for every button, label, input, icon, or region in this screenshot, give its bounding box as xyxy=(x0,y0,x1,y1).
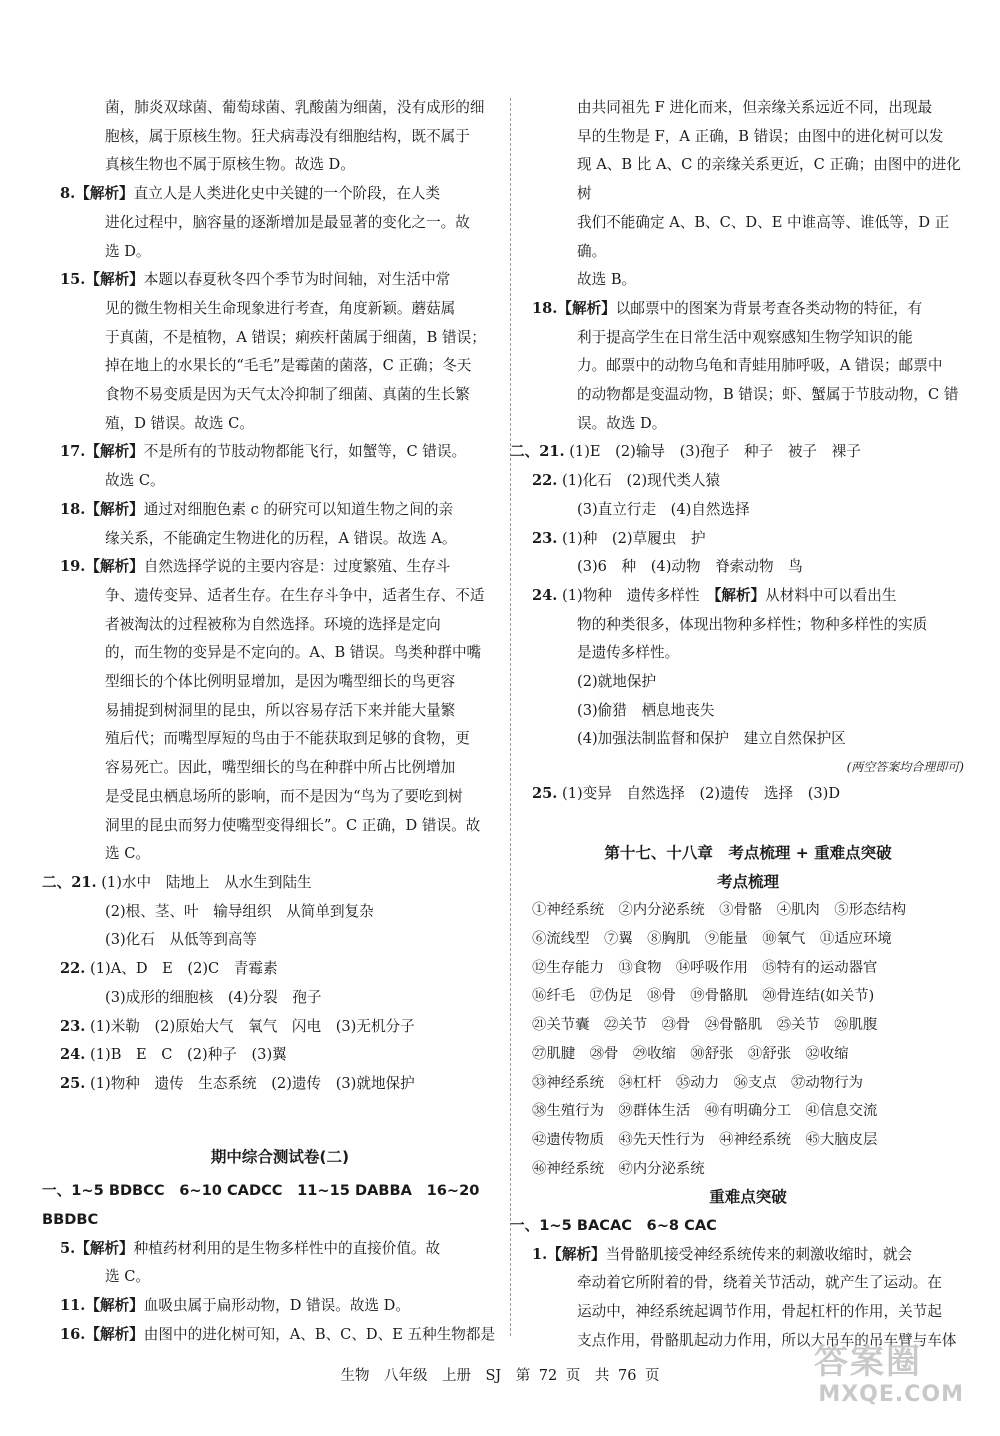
section-2-answers xyxy=(510,438,964,808)
text-line: 型细长的个体比例明显增加，是因为嘴型细长的鸟更容 xyxy=(105,673,456,691)
answer-line: (3)成形的细胞核 (4)分裂 孢子 xyxy=(105,988,322,1006)
text-line: 早的生物是 F，A 正确，B 错误；由图中的进化树可以发 xyxy=(577,127,944,145)
answer-line: (3)化石 从低等到高等 xyxy=(105,931,258,949)
text-line: 物的种类很多，体现出物种多样性；物种多样性的实质 xyxy=(577,615,928,633)
text-line: 缘关系，不能确定生物进化的历程，A 错误。故选 A。 xyxy=(105,529,457,547)
explanation-tag: 【解析】 xyxy=(85,1325,144,1343)
question-number: 25. xyxy=(532,785,558,803)
exam-question-11-explanation xyxy=(60,1292,500,1321)
text-line: 种植药材利用的是生物多样性中的直接价值。故 xyxy=(133,1239,441,1257)
answer-line: (1)变异 自然选择 (2)遗传 选择 (3)D xyxy=(562,785,841,803)
site-watermark-logo xyxy=(814,1342,964,1422)
key-point-row: ㊳生殖行为 ㊴群体生活 ㊵有明确分工 ㊶信息交流 xyxy=(532,1103,878,1120)
text-line: 当骨骼肌接受神经系统传来的刺激收缩时，就会 xyxy=(605,1245,913,1263)
question-number: 19. xyxy=(60,558,86,576)
key-points-list xyxy=(510,896,964,1183)
question-number: 22. xyxy=(532,472,558,490)
section-1-answers xyxy=(42,1177,500,1234)
multiple-choice-answers: 1~5 BDBCC 6~10 CADCC 11~15 DABBA 16~20 BBDBC xyxy=(42,1182,480,1229)
explanation-tag: 【解析】 xyxy=(714,586,766,604)
explanation-tag: 【解析】 xyxy=(75,185,134,203)
section-label: 一、 xyxy=(510,1217,540,1235)
key-point-row: ㊷遗传物质 ㊸先天性行为 ㊹神经系统 ㊺大脑皮层 xyxy=(532,1131,878,1148)
exam-title: 期中综合测试卷(二) xyxy=(210,1147,350,1166)
text-line: 洞里的昆虫而努力使嘴型变得细长”。C 正确，D 错误。故 xyxy=(105,816,481,834)
explanation-tag: 【解析】 xyxy=(85,271,144,289)
answer-line: (2)就地保护 xyxy=(577,673,657,691)
text-line: 故选 B。 xyxy=(577,271,637,289)
answer-note: (两空答案均合理即可) xyxy=(846,760,964,775)
text-line: 我们不能确定 A、B、C、D、E 中谁高等、谁低等，D 正确。 xyxy=(577,213,950,260)
text-line: 牵动着它所附着的骨，绕着关节活动，就产生了运动。在 xyxy=(577,1274,942,1292)
text-line: 菌，肺炎双球菌、葡萄球菌、乳酸菌为细菌，没有成形的细 xyxy=(105,99,485,116)
text-line: 容易死亡。因此，嘴型细长的鸟在种群中所占比例增加 xyxy=(105,759,456,777)
question-18-explanation xyxy=(60,496,500,553)
explanation-tag: 【解析】 xyxy=(557,299,616,317)
text-line: 的动物都是变温动物，B 错误；虾、蟹属于节肢动物，C 错 xyxy=(577,386,959,404)
question-number: 21. xyxy=(539,443,565,461)
question-15-explanation xyxy=(60,266,500,438)
question-24-answer xyxy=(510,582,964,611)
answer-line: (1)化石 (2)现代类人猿 xyxy=(562,472,721,490)
answer-line: (3)偷猎 栖息地丧失 xyxy=(577,701,715,719)
exam-question-16-explanation xyxy=(60,1321,500,1350)
explanation-tag: 【解析】 xyxy=(547,1245,606,1263)
text-line: 自然选择学说的主要内容是：过度繁殖、生存斗 xyxy=(143,558,451,576)
text-line: 是受昆虫栖息场所的影响，而不是因为“鸟为了要吃到树 xyxy=(105,787,463,805)
question-17-explanation xyxy=(60,438,500,495)
text-line: 的，而生物的变异是不定向的。A、B 错误。鸟类种群中嘴 xyxy=(105,644,482,662)
explanation-tag: 【解析】 xyxy=(85,1297,144,1315)
answer-line: (3)直立行走 (4)自然选择 xyxy=(577,500,750,518)
question-number: 24. xyxy=(532,586,558,604)
answer-line: (1)水中 陆地上 从水生到陆生 xyxy=(101,873,312,891)
section-1-answers xyxy=(510,1212,964,1241)
key-point-row: ①神经系统 ②内分泌系统 ③骨骼 ④肌肉 ⑤形态结构 xyxy=(532,902,907,919)
question-number: 24. xyxy=(60,1046,86,1064)
text-line: 争、遗传变异、适者生存。在生存斗争中，适者生存、不适 xyxy=(105,586,485,604)
answer-line: (4)加强法制监督和保护 建立自然保护区 xyxy=(577,730,846,748)
text-line: 利于提高学生在日常生活中观察感知生物学知识的能 xyxy=(577,328,913,346)
key-points-title: 考点梳理 xyxy=(716,872,779,891)
answer-line: (1)物种 遗传多样性 xyxy=(562,586,715,604)
question-number: 22. xyxy=(60,960,86,978)
text-line: 是遗传多样性。 xyxy=(577,644,680,662)
key-point-row: ⑫生存能力 ⑬食物 ⑭呼吸作用 ⑮特有的运动器官 xyxy=(532,959,878,976)
text-line: 故选 C。 xyxy=(105,472,165,490)
question-number: 1. xyxy=(532,1245,548,1263)
question-number: 23. xyxy=(60,1017,86,1035)
key-point-row: ㉝神经系统 ㉞杠杆 ㉟动力 ㊱支点 ㊲动物行为 xyxy=(532,1074,863,1091)
section-2-answers xyxy=(42,869,500,1099)
text-line: 血吸虫属于扁形动物，D 错误。故选 D。 xyxy=(143,1297,410,1315)
answer-line: (1)E (2)输导 (3)孢子 种子 被子 裸子 xyxy=(569,443,861,461)
answer-line: (2)根、茎、叶 输导组织 从简单到复杂 xyxy=(105,902,374,920)
question-number: 18. xyxy=(532,299,558,317)
text-line: 现 A、B 比 A、C 的亲缘关系更近，C 正确；由图中的进化树 xyxy=(577,156,961,203)
text-line: 殖后代；而嘴型厚短的鸟由于不能获取到足够的食物，更 xyxy=(105,730,470,748)
text-line: 以邮票中的图案为背景考查各类动物的特征，有 xyxy=(615,299,923,317)
page-footer: 生物 八年级 上册 SJ 第 72 页 共 76 页 xyxy=(340,1368,660,1384)
continued-paragraph xyxy=(532,94,964,295)
question-number: 8. xyxy=(60,185,76,203)
key-difficulties-title: 重难点突破 xyxy=(709,1188,787,1207)
question-19-explanation xyxy=(60,553,500,869)
watermark-text: 答案圈 xyxy=(814,1342,922,1382)
left-column xyxy=(42,94,500,1350)
question-number: 16. xyxy=(60,1325,86,1343)
question-number: 18. xyxy=(60,500,86,518)
answer-line: (1)种 (2)草履虫 护 xyxy=(562,529,706,547)
difficulty-question-1-explanation xyxy=(532,1241,964,1356)
question-number: 23. xyxy=(532,529,558,547)
text-line: 选 D。 xyxy=(105,242,151,260)
text-line: 不是所有的节肢动物都能飞行，如蟹等，C 错误。 xyxy=(143,443,467,461)
text-line: 支点作用，骨骼肌起动力作用，所以大吊车的吊车臂与车体 xyxy=(577,1331,957,1349)
question-number: 5. xyxy=(60,1239,76,1257)
text-line: 选 C。 xyxy=(105,1268,150,1286)
explanation-tag: 【解析】 xyxy=(85,443,144,461)
key-point-row: ㊻神经系统 ㊼内分泌系统 xyxy=(532,1160,705,1177)
watermark-domain: MXQE.COM xyxy=(818,1382,964,1407)
section-label: 二、 xyxy=(510,443,540,461)
text-line: 掉在地上的水果长的“毛毛”是霉菌的菌落，C 正确；冬天 xyxy=(105,357,472,375)
question-number: 25. xyxy=(60,1074,86,1092)
text-line: 从材料中可以看出生 xyxy=(765,586,897,604)
answer-line: (3)6 种 (4)动物 脊索动物 鸟 xyxy=(577,558,803,576)
text-line: 由图中的进化树可知，A、B、C、D、E 五种生物都是 xyxy=(143,1325,496,1343)
key-point-row: ㉗肌腱 ㉘骨 ㉙收缩 ㉚舒张 ㉛舒张 ㉜收缩 xyxy=(532,1045,849,1062)
text-line: 胞核，属于原核生物。狂犬病毒没有细胞结构，既不属于 xyxy=(105,127,470,145)
key-point-row: ㉑关节囊 ㉒关节 ㉓骨 ㉔骨骼肌 ㉕关节 ㉖肌腹 xyxy=(532,1017,878,1034)
text-line: 食物不易变质是因为天气太冷抑制了细菌、真菌的生长繁 xyxy=(105,386,470,404)
text-line: 于真菌，不是植物，A 错误；痢疾杆菌属于细菌，B 错误； xyxy=(105,328,486,346)
explanation-tag: 【解析】 xyxy=(85,500,144,518)
explanation-tag: 【解析】 xyxy=(85,558,144,576)
question-number: 21. xyxy=(71,873,97,891)
continued-paragraph xyxy=(60,94,500,180)
text-line: 力。邮票中的动物乌龟和青蛙用肺呼吸，A 错误；邮票中 xyxy=(577,357,943,375)
text-line: 易捕捉到树洞里的昆虫，所以容易存活下来并能大量繁 xyxy=(105,701,456,719)
text-line: 选 C。 xyxy=(105,845,150,863)
answer-line: (1)A、D E (2)C 青霉素 xyxy=(90,960,278,978)
text-line: 真核生物也不属于原核生物。故选 D。 xyxy=(105,156,355,174)
text-line: 由共同祖先 F 进化而来，但亲缘关系远近不同，出现最 xyxy=(577,99,933,116)
text-line: 通过对细胞色素 c 的研究可以知道生物之间的亲 xyxy=(143,500,454,518)
section-label: 一、 xyxy=(42,1182,72,1200)
text-line: 本题以春夏秋冬四个季节为时间轴，对生活中常 xyxy=(143,271,451,289)
multiple-choice-answers: 1~5 BACAC 6~8 CAC xyxy=(539,1217,717,1235)
explanation-tag: 【解析】 xyxy=(75,1239,134,1257)
section-label: 二、 xyxy=(42,873,72,891)
chapter-title: 第十七、十八章 考点梳理 + 重难点突破 xyxy=(604,843,892,862)
question-8-explanation xyxy=(60,180,500,266)
question-number: 15. xyxy=(60,271,86,289)
text-line: 进化过程中，脑容量的逐渐增加是最显著的变化之一。故 xyxy=(105,213,470,231)
answer-line: (1)米勒 (2)原始大气 氧气 闪电 (3)无机分子 xyxy=(90,1017,415,1035)
text-line: 误。故选 D。 xyxy=(577,414,667,432)
key-point-row: ⑥流线型 ⑦翼 ⑧胸肌 ⑨能量 ⑩氧气 ⑪适应环境 xyxy=(532,930,892,947)
right-column xyxy=(510,94,964,1356)
question-number: 11. xyxy=(60,1297,86,1315)
question-18-explanation xyxy=(532,295,964,439)
text-line: 运动中，神经系统起调节作用，骨起杠杆的作用，关节起 xyxy=(577,1303,942,1321)
text-line: 直立人是人类进化史中关键的一个阶段，在人类 xyxy=(133,185,441,203)
text-line: 者被淘汰的过程被称为自然选择。环境的选择是定向 xyxy=(105,615,441,633)
text-line: 见的微生物相关生命现象进行考查，角度新颖。蘑菇属 xyxy=(105,299,456,317)
key-point-row: ⑯纤毛 ⑰伪足 ⑱骨 ⑲骨骼肌 ⑳骨连结(如关节) xyxy=(532,988,875,1005)
text-line: 殖，D 错误。故选 C。 xyxy=(105,414,254,432)
exam-question-5-explanation xyxy=(60,1235,500,1292)
answer-line: (1)B E C (2)种子 (3)翼 xyxy=(90,1046,287,1064)
answer-line: (1)物种 遗传 生态系统 (2)遗传 (3)就地保护 xyxy=(90,1074,415,1092)
question-number: 17. xyxy=(60,443,86,461)
